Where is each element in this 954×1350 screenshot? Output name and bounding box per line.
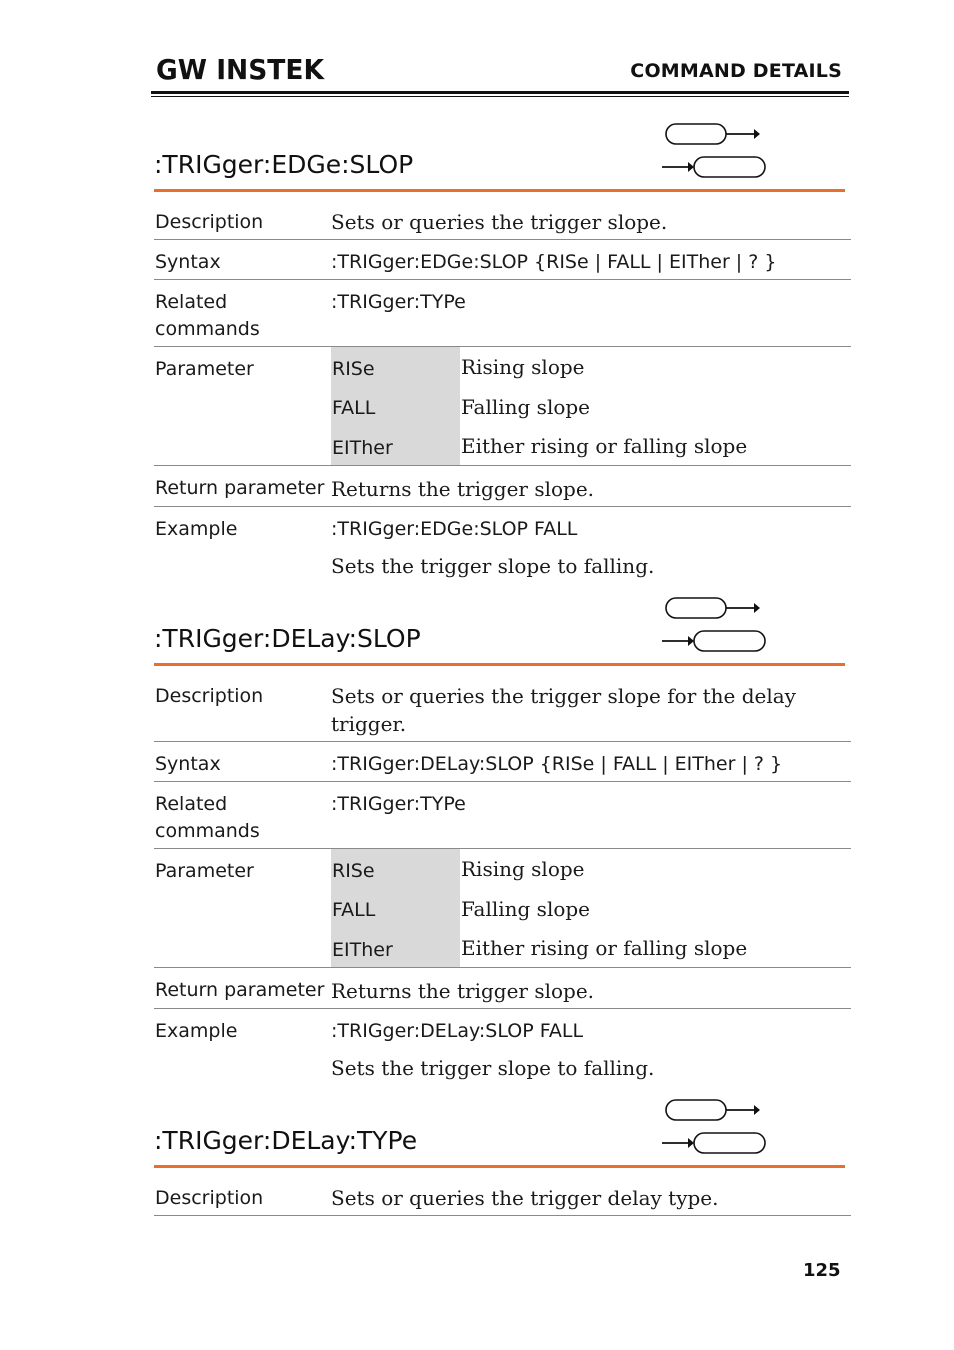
parameter-name: FALL xyxy=(332,899,376,921)
row-divider xyxy=(154,279,851,280)
set-query-icon xyxy=(660,1098,770,1162)
parameter-desc: Rising slope xyxy=(461,857,585,881)
row-divider xyxy=(154,741,851,742)
related-label: Related xyxy=(155,291,228,313)
parameter-desc: Falling slope xyxy=(461,395,591,419)
section-rule xyxy=(154,663,845,666)
parameter-desc: Either rising or falling slope xyxy=(461,936,748,960)
row-divider xyxy=(154,465,851,466)
syntax-text: :TRIGger:EDGe:SLOP {RISe | FALL | EITher | ? } xyxy=(331,251,777,273)
parameter-name: RISe xyxy=(332,860,375,882)
example-description: Sets the trigger slope to falling. xyxy=(331,1056,655,1080)
syntax-text: :TRIGger:DELay:SLOP {RISe | FALL | EITher | ? } xyxy=(331,753,783,775)
section-rule xyxy=(154,1165,845,1168)
parameter-name: EITher xyxy=(332,939,393,961)
return-parameter-label: Return parameter xyxy=(155,477,325,499)
page-number: 125 xyxy=(803,1260,841,1281)
section-title-edge-slop: :TRIGger:EDGe:SLOP xyxy=(154,150,414,179)
row-divider xyxy=(154,1215,851,1216)
related-label-2: commands xyxy=(155,820,260,842)
parameter-name: FALL xyxy=(332,397,376,419)
parameter-label: Parameter xyxy=(155,860,254,882)
description-label: Description xyxy=(155,211,264,233)
header-rule-thin xyxy=(151,96,849,97)
header-title: COMMAND DETAILS xyxy=(630,60,842,82)
section-rule xyxy=(154,189,845,192)
description-text: Sets or queries the trigger slope for the delay xyxy=(331,684,796,708)
description-label: Description xyxy=(155,685,264,707)
related-command: :TRIGger:TYPe xyxy=(331,291,466,313)
syntax-label: Syntax xyxy=(155,251,221,273)
row-divider xyxy=(154,1008,851,1009)
row-divider xyxy=(154,239,851,240)
return-parameter-label: Return parameter xyxy=(155,979,325,1001)
return-parameter-text: Returns the trigger slope. xyxy=(331,477,595,501)
row-divider xyxy=(154,967,851,968)
row-divider xyxy=(154,781,851,782)
related-label: Related xyxy=(155,793,228,815)
example-label: Example xyxy=(155,518,238,540)
row-divider xyxy=(154,346,851,347)
parameter-desc: Falling slope xyxy=(461,897,591,921)
row-divider xyxy=(154,848,851,849)
description-text-line2: trigger. xyxy=(331,712,407,736)
example-command: :TRIGger:DELay:SLOP FALL xyxy=(331,1020,584,1042)
set-query-icon xyxy=(660,122,770,186)
parameter-desc: Either rising or falling slope xyxy=(461,434,748,458)
example-description: Sets the trigger slope to falling. xyxy=(331,554,655,578)
example-label: Example xyxy=(155,1020,238,1042)
description-text: Sets or queries the trigger delay type. xyxy=(331,1186,719,1210)
related-command: :TRIGger:TYPe xyxy=(331,793,466,815)
related-label-2: commands xyxy=(155,318,260,340)
description-text: Sets or queries the trigger slope. xyxy=(331,210,668,234)
gw-instek-logo xyxy=(156,55,326,87)
example-command: :TRIGger:EDGe:SLOP FALL xyxy=(331,518,578,540)
parameter-label: Parameter xyxy=(155,358,254,380)
header-rule xyxy=(151,91,849,94)
syntax-label: Syntax xyxy=(155,753,221,775)
parameter-desc: Rising slope xyxy=(461,355,585,379)
row-divider xyxy=(154,506,851,507)
section-title-delay-slop: :TRIGger:DELay:SLOP xyxy=(154,624,421,653)
parameter-name: EITher xyxy=(332,437,393,459)
description-label: Description xyxy=(155,1187,264,1209)
parameter-name: RISe xyxy=(332,358,375,380)
brand-text: GW INSTEK xyxy=(156,55,326,83)
return-parameter-text: Returns the trigger slope. xyxy=(331,979,595,1003)
section-title-delay-type: :TRIGger:DELay:TYPe xyxy=(154,1126,418,1155)
set-query-icon xyxy=(660,596,770,660)
